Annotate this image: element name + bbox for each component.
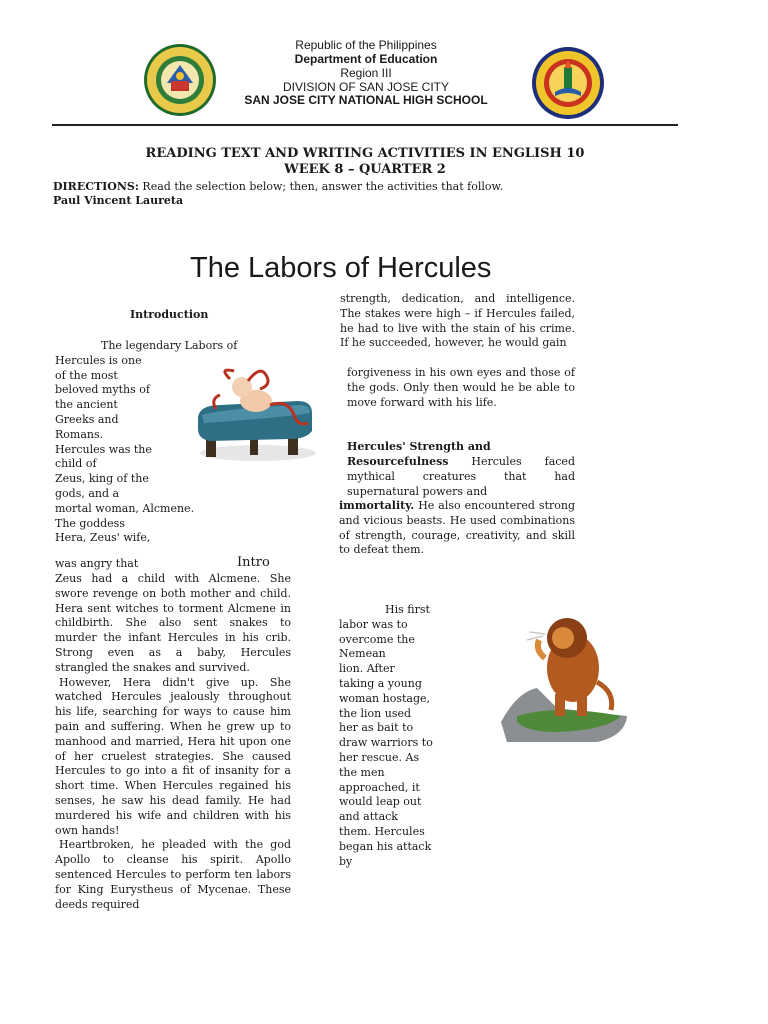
header-division: DIVISION OF SAN JOSE CITY <box>282 80 450 94</box>
text-line: the men <box>339 765 385 779</box>
text-line: would leap out <box>339 795 422 809</box>
strength-heading-a: Hercules' Strength and <box>347 440 491 453</box>
right-paragraph-1: strength, dedication, and intelligence. The stakes were high – if Hercules failed, he had to live with the stain of his crime. If he succeeded, however, he would gain <box>340 292 575 350</box>
text-line: His first <box>385 603 430 616</box>
strength-bold-immortality: immortality. <box>339 499 415 512</box>
text-line: by <box>339 854 353 868</box>
strength-text-a: Hercules faced mythical creatures that had supernatural powers and <box>347 455 575 498</box>
nemean-lion-paragraph <box>339 603 454 869</box>
header-region: Region III <box>340 66 392 80</box>
left-column-body <box>55 572 291 912</box>
strength-text-b: He also encountered strong and vicious beasts. He used combinations of strength, courage, creativity, and skill to defeat them. <box>339 499 575 557</box>
header-republic: Republic of the Philippines <box>295 38 437 52</box>
text-line: her rescue. As <box>339 750 420 764</box>
text-line: Greeks and <box>55 412 119 426</box>
text-line: Hera, Zeus' wife, <box>55 531 151 545</box>
text-line: and attack <box>339 810 398 824</box>
intro-stray-heading: Intro <box>237 555 270 570</box>
text-line: beloved myths of <box>55 383 150 397</box>
baby-hercules-illustration <box>190 365 320 465</box>
strength-section-lead <box>347 440 575 455</box>
text-line: The goddess <box>55 516 125 530</box>
text-line: Hercules was the <box>55 442 152 456</box>
right-paragraph-1b: forgiveness in his own eyes and those of the gods. Only then would he be able to move forward with his life. <box>347 366 575 409</box>
right-column-top-cont <box>347 366 575 410</box>
text-line: approached, it <box>339 780 420 794</box>
nemean-lion-illustration <box>497 612 632 747</box>
strength-section-mid <box>347 455 575 499</box>
text-line: mortal woman, Alcmene. <box>55 501 195 515</box>
text-line: of the most <box>55 368 118 382</box>
text-line: overcome the <box>339 632 415 646</box>
intro-heading: Introduction <box>130 308 209 321</box>
directions-text: Read the selection below; then, answer the activities that follow. <box>138 180 504 193</box>
text-line: Zeus, king of the <box>55 472 149 486</box>
directions <box>53 180 693 194</box>
strength-section-rest <box>339 499 575 558</box>
text-line: her as bait to <box>339 721 414 735</box>
angry-line: was angry that <box>55 557 139 570</box>
left-paragraph-2: However, Hera didn't give up. She watched Hercules jealously throughout his life, searching for ways to cause him pain and suffering. When he grew up to manhood and married, Hera hit upon one of her cruelest strategies. She caused Hercules to go into a fit of insanity for a short time. When Hercules regained his senses, he saw his dead family. He had murdered his wife and children with his own hands! <box>55 675 291 837</box>
text-line: draw warriors to <box>339 736 433 750</box>
text-line: the lion used <box>339 706 412 720</box>
header-school: SAN JOSE CITY NATIONAL HIGH SCHOOL <box>244 93 488 107</box>
text-line: woman hostage, <box>339 691 430 705</box>
text-line: child of <box>55 457 97 471</box>
text-line: taking a young <box>339 676 422 690</box>
activity-week: WEEK 8 – QUARTER 2 <box>284 162 446 177</box>
story-title: The Labors of Hercules <box>190 252 492 284</box>
author: Paul Vincent Laureta <box>53 194 184 207</box>
text-line: Romans. <box>55 427 104 441</box>
text-line: lion. After <box>339 662 395 676</box>
text-line: labor was to <box>339 617 408 631</box>
header-divider <box>52 124 678 126</box>
left-paragraph-1: Zeus had a child with Alcmene. She swore revenge on both mother and child. Hera sent witches to torment Alcmene in childbirth. She also sent snakes to murder the infant Hercules in his crib. Strong even as a baby, Hercules strangled the snakes and survived. <box>55 572 291 674</box>
text-line: began his attack <box>339 839 432 853</box>
directions-label: DIRECTIONS: <box>53 180 139 193</box>
header-deped: Department of Education <box>294 52 438 66</box>
right-column-top <box>340 292 575 351</box>
text-line: The legendary Labors of <box>101 339 238 352</box>
text-line: gods, and a <box>55 486 120 500</box>
text-line: Hercules is one <box>55 353 142 367</box>
strength-heading-b: Resourcefulness <box>347 455 449 468</box>
text-line: Nemean <box>339 647 386 661</box>
text-line: the ancient <box>55 398 118 412</box>
text-line: them. Hercules <box>339 824 425 838</box>
activity-title: READING TEXT AND WRITING ACTIVITIES IN ENGLISH 10 <box>145 146 585 161</box>
left-paragraph-3: Heartbroken, he pleaded with the god Apollo to cleanse his spirit. Apollo sentenced Hercules to perform ten labors for King Eurystheus of Mycenae. These deeds required <box>55 838 291 911</box>
